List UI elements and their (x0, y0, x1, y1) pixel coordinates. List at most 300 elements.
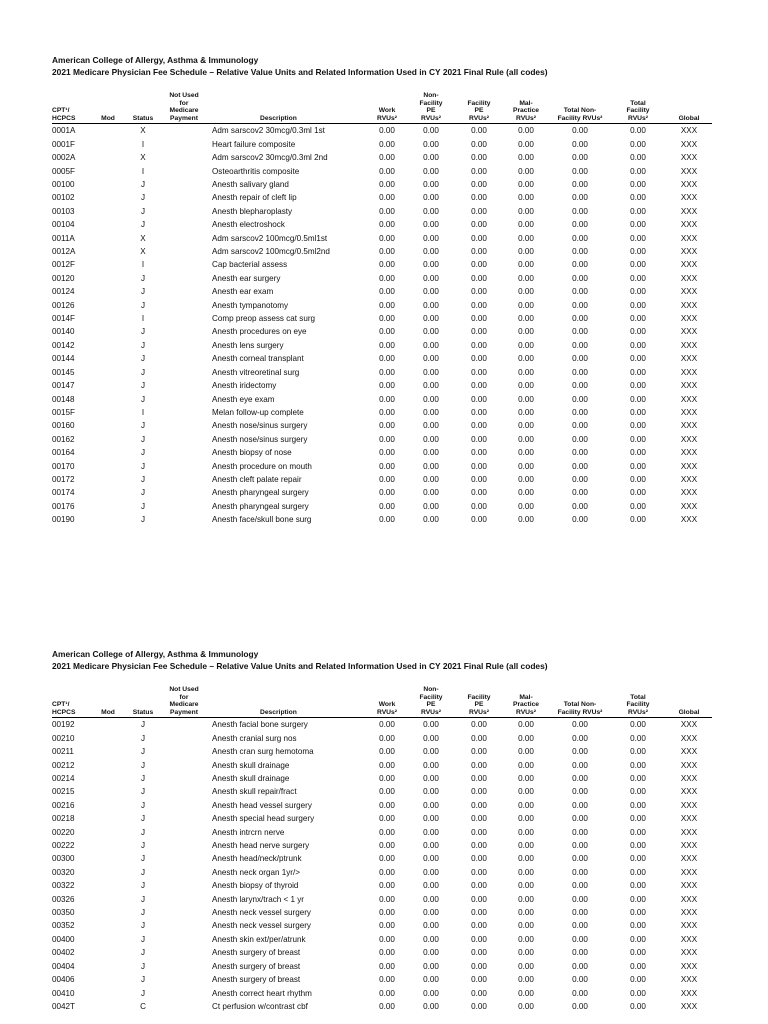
cell-glob: XXX (680, 448, 698, 458)
cell-fpe: 0.00 (471, 948, 487, 958)
table-row (52, 406, 712, 419)
col-header-mal (502, 686, 550, 718)
cell-mal: 0.00 (518, 273, 534, 283)
table-row (52, 785, 712, 798)
cell-cpt: 00102 (52, 193, 75, 203)
cell-work: 0.00 (379, 474, 395, 484)
cell-tnf: 0.00 (572, 287, 588, 297)
cell-glob: XXX (680, 841, 698, 851)
cell-fpe: 0.00 (471, 760, 487, 770)
cell-tf: 0.00 (630, 747, 646, 757)
table-row (52, 178, 712, 191)
cell-fpe: 0.00 (471, 988, 487, 998)
cell-glob: XXX (680, 881, 698, 891)
table-row (52, 906, 712, 919)
cell-status: X (140, 247, 146, 257)
table-row (52, 987, 712, 1000)
cell-mal: 0.00 (518, 354, 534, 364)
col-header-line: PE (474, 701, 484, 709)
cell-nfmp (160, 232, 208, 245)
cell-glob: XXX (680, 988, 698, 998)
cell-tnf: 0.00 (572, 733, 588, 743)
cell-tnf: 0.00 (572, 501, 588, 511)
col-header-line: Facility (467, 99, 491, 107)
cell-fpe: 0.00 (471, 774, 487, 783)
cell-work: 0.00 (379, 461, 395, 471)
cell-work: 0.00 (379, 193, 395, 203)
table-row (52, 433, 712, 446)
cell-desc: Anesth cleft palate repair (212, 474, 302, 484)
cell-status: J (140, 867, 146, 877)
cell-mal: 0.00 (518, 814, 534, 824)
cell-tf: 0.00 (630, 760, 646, 770)
cell-status: J (140, 747, 146, 757)
cell-mal: 0.00 (518, 434, 534, 444)
cell-glob: XXX (680, 501, 698, 511)
cell-tnf: 0.00 (572, 273, 588, 283)
cell-status: J (140, 961, 146, 971)
cell-glob: XXX (680, 733, 698, 743)
col-header-line: Facility RVUs² (557, 114, 603, 122)
cell-desc: Anesth correct heart rhythm (212, 988, 312, 998)
cell-cpt: 00322 (52, 881, 75, 891)
cell-mod (90, 919, 126, 932)
cell-tf: 0.00 (630, 841, 646, 851)
cell-mod (90, 245, 126, 258)
col-header-nfmp (160, 92, 208, 124)
cell-nfpe: 0.00 (423, 300, 439, 310)
cell-nfmp (160, 513, 208, 526)
cell-mal: 0.00 (518, 733, 534, 743)
cell-work: 0.00 (379, 747, 395, 757)
cell-mal: 0.00 (518, 841, 534, 851)
cell-nfmp (160, 745, 208, 758)
cell-nfmp (160, 352, 208, 365)
cell-nfmp (160, 946, 208, 959)
cell-nfpe: 0.00 (423, 367, 439, 377)
cell-status: J (140, 894, 146, 904)
col-header-cpt (52, 686, 90, 718)
cell-tf: 0.00 (630, 381, 646, 391)
cell-fpe: 0.00 (471, 501, 487, 511)
cell-glob: XXX (680, 720, 698, 730)
table-row (52, 745, 712, 758)
col-header-glob (666, 92, 712, 124)
cell-fpe: 0.00 (471, 407, 487, 417)
cell-work: 0.00 (379, 287, 395, 297)
cell-desc: Anesth nose/sinus surgery (212, 434, 308, 444)
cell-tnf: 0.00 (572, 206, 588, 216)
cell-mal: 0.00 (518, 961, 534, 971)
cell-nfpe: 0.00 (423, 515, 439, 525)
cell-desc: Anesth tympanotomy (212, 300, 289, 310)
col-header-line: for (179, 693, 189, 701)
cell-mal: 0.00 (518, 314, 534, 324)
cell-mod (90, 393, 126, 406)
cell-mod (90, 379, 126, 392)
cell-glob: XXX (680, 461, 698, 471)
cell-mal: 0.00 (518, 908, 534, 918)
cell-glob: XXX (680, 488, 698, 498)
table-row (52, 366, 712, 379)
cell-desc: Anesth procedures on eye (212, 327, 307, 337)
col-header-line: Description (260, 114, 297, 122)
cell-mal: 0.00 (518, 501, 534, 511)
cell-mal: 0.00 (518, 461, 534, 471)
cell-mod (90, 759, 126, 772)
cell-cpt: 0012F (52, 260, 75, 270)
cell-nfmp (160, 325, 208, 338)
cell-cpt: 00214 (52, 774, 75, 783)
cell-status: J (140, 881, 146, 891)
cell-tf: 0.00 (630, 206, 646, 216)
col-header-line: Status (132, 114, 154, 122)
cell-status: J (140, 827, 146, 837)
cell-glob: XXX (680, 747, 698, 757)
cell-glob: XXX (680, 233, 698, 243)
cell-nfmp (160, 124, 208, 138)
cell-status: J (140, 394, 146, 404)
cell-status: J (140, 854, 146, 864)
cell-tf: 0.00 (630, 220, 646, 230)
col-header-work (368, 686, 406, 718)
col-header-line: Global (678, 114, 700, 122)
cell-work: 0.00 (379, 867, 395, 877)
col-header-line: PE (474, 107, 484, 115)
cell-fpe: 0.00 (471, 841, 487, 851)
cell-desc: Anesth salivary gland (212, 180, 289, 189)
cell-glob: XXX (680, 381, 698, 391)
cell-nfmp (160, 785, 208, 798)
cell-work: 0.00 (379, 501, 395, 511)
cell-status: J (140, 381, 146, 391)
cell-tf: 0.00 (630, 881, 646, 891)
col-header-line: Total (630, 99, 646, 107)
cell-nfmp (160, 852, 208, 865)
col-header-nfmp (160, 686, 208, 718)
col-header-cpt (52, 92, 90, 124)
cell-nfmp (160, 973, 208, 986)
cell-tf: 0.00 (630, 421, 646, 431)
cell-mal: 0.00 (518, 180, 534, 189)
cell-desc: Comp preop assess cat surg (212, 314, 316, 324)
cell-nfmp (160, 893, 208, 906)
cell-work: 0.00 (379, 934, 395, 944)
cell-fpe: 0.00 (471, 381, 487, 391)
col-header-line: Practice (512, 701, 540, 709)
cell-mod (90, 325, 126, 338)
cell-status: J (140, 300, 146, 310)
cell-tf: 0.00 (630, 166, 646, 176)
cell-cpt: 00140 (52, 327, 75, 337)
cell-tnf: 0.00 (572, 827, 588, 837)
col-header-line: PE (426, 701, 436, 709)
cell-glob: XXX (680, 515, 698, 525)
cell-glob: XXX (680, 474, 698, 484)
cell-tnf: 0.00 (572, 908, 588, 918)
cell-tf: 0.00 (630, 180, 646, 189)
cell-fpe: 0.00 (471, 273, 487, 283)
cell-nfmp (160, 285, 208, 298)
cell-nfmp (160, 839, 208, 852)
cell-nfpe: 0.00 (423, 166, 439, 176)
cell-tf: 0.00 (630, 894, 646, 904)
cell-nfpe: 0.00 (423, 273, 439, 283)
cell-nfpe: 0.00 (423, 340, 439, 350)
cell-glob: XXX (680, 260, 698, 270)
cell-desc: Melan follow-up complete (212, 407, 304, 417)
cell-status: J (140, 720, 146, 730)
cell-cpt: 00145 (52, 367, 75, 377)
cell-nfpe: 0.00 (423, 488, 439, 498)
cell-mod (90, 513, 126, 526)
schedule-subtitle: 2021 Medicare Physician Fee Schedule – Relative Value Units and Related Information Used in CY 2021 Final Rule (all codes) (52, 67, 548, 77)
cell-nfmp (160, 772, 208, 785)
cell-nfpe: 0.00 (423, 814, 439, 824)
col-header-line: Total (630, 693, 646, 701)
cell-status: I (141, 260, 145, 270)
cell-mal: 0.00 (518, 760, 534, 770)
cell-fpe: 0.00 (471, 340, 487, 350)
cell-tf: 0.00 (630, 367, 646, 377)
cell-nfpe: 0.00 (423, 908, 439, 918)
cell-status: J (140, 273, 146, 283)
cell-tnf: 0.00 (572, 421, 588, 431)
cell-mal: 0.00 (518, 921, 534, 931)
cell-work: 0.00 (379, 407, 395, 417)
cell-desc: Anesth head vessel surgery (212, 800, 312, 810)
cell-status: J (140, 934, 146, 944)
cell-nfpe: 0.00 (423, 287, 439, 297)
cell-tf: 0.00 (630, 488, 646, 498)
cell-desc: Osteoarthritis composite (212, 166, 300, 176)
cell-status: X (140, 153, 146, 163)
cell-mod (90, 1000, 126, 1013)
cell-status: J (140, 340, 146, 350)
cell-cpt: 00148 (52, 394, 75, 404)
col-header-line: Mod (101, 114, 115, 122)
cell-status: I (141, 166, 145, 176)
col-header-line: RVUs² (469, 708, 489, 716)
table-row (52, 772, 712, 785)
cell-status: J (140, 988, 146, 998)
cell-fpe: 0.00 (471, 394, 487, 404)
cell-tnf: 0.00 (572, 193, 588, 203)
cell-tf: 0.00 (630, 139, 646, 149)
table-row (52, 973, 712, 986)
cell-tf: 0.00 (630, 787, 646, 797)
cell-status: J (140, 367, 146, 377)
col-header-line: Total Non- (563, 701, 597, 709)
cell-nfpe: 0.00 (423, 421, 439, 431)
col-header-line: Payment (170, 708, 198, 716)
cell-mod (90, 232, 126, 245)
cell-desc: Anesth blepharoplasty (212, 206, 293, 216)
table-row (52, 379, 712, 392)
cell-mal: 0.00 (518, 166, 534, 176)
cell-nfmp (160, 500, 208, 513)
cell-desc: Anesth special head surgery (212, 814, 315, 824)
cell-mal: 0.00 (518, 448, 534, 458)
cell-nfpe: 0.00 (423, 448, 439, 458)
fee-schedule-section-2 (52, 648, 712, 1013)
col-header-line: Mal- (519, 693, 533, 701)
cell-tnf: 0.00 (572, 760, 588, 770)
cell-glob: XXX (680, 814, 698, 824)
cell-mod (90, 486, 126, 499)
cell-cpt: 00212 (52, 760, 75, 770)
cell-nfpe: 0.00 (423, 180, 439, 189)
cell-status: J (140, 193, 146, 203)
cell-nfmp (160, 933, 208, 946)
table-row (52, 446, 712, 459)
cell-tnf: 0.00 (572, 354, 588, 364)
cell-work: 0.00 (379, 760, 395, 770)
cell-tf: 0.00 (630, 327, 646, 337)
cell-fpe: 0.00 (471, 461, 487, 471)
cell-work: 0.00 (379, 206, 395, 216)
cell-fpe: 0.00 (471, 867, 487, 877)
cell-desc: Anesth lens surgery (212, 340, 284, 350)
cell-mod (90, 879, 126, 892)
cell-mod (90, 933, 126, 946)
table-row (52, 1000, 712, 1013)
cell-work: 0.00 (379, 720, 395, 730)
cell-desc: Anesth head/neck/ptrunk (212, 854, 302, 864)
cell-desc: Anesth vitreoretinal surg (212, 367, 300, 377)
cell-glob: XXX (680, 434, 698, 444)
cell-cpt: 00174 (52, 488, 75, 498)
table-row (52, 946, 712, 959)
cell-nfmp (160, 433, 208, 446)
cell-status: J (140, 488, 146, 498)
cell-status: J (140, 841, 146, 851)
col-header-work (368, 92, 406, 124)
cell-desc: Anesth neck vessel surgery (212, 921, 311, 931)
cell-glob: XXX (680, 934, 698, 944)
cell-desc: Anesth surgery of breast (212, 961, 301, 971)
cell-fpe: 0.00 (471, 434, 487, 444)
cell-glob: XXX (680, 827, 698, 837)
cell-tnf: 0.00 (572, 774, 588, 783)
cell-work: 0.00 (379, 921, 395, 931)
cell-tf: 0.00 (630, 407, 646, 417)
cell-work: 0.00 (379, 220, 395, 230)
cell-status: J (140, 921, 146, 931)
cell-mal: 0.00 (518, 747, 534, 757)
cell-work: 0.00 (379, 515, 395, 525)
cell-tf: 0.00 (630, 474, 646, 484)
cell-desc: Heart failure composite (212, 139, 296, 149)
cell-mod (90, 419, 126, 432)
cell-cpt: 00172 (52, 474, 75, 484)
cell-tnf: 0.00 (572, 975, 588, 985)
table-row (52, 866, 712, 879)
cell-mal: 0.00 (518, 139, 534, 149)
cell-mod (90, 218, 126, 231)
cell-status: J (140, 180, 146, 189)
cell-mal: 0.00 (518, 260, 534, 270)
cell-nfpe: 0.00 (423, 800, 439, 810)
cell-work: 0.00 (379, 139, 395, 149)
cell-tf: 0.00 (630, 975, 646, 985)
cell-mal: 0.00 (518, 153, 534, 163)
table-row (52, 339, 712, 352)
cell-fpe: 0.00 (471, 193, 487, 203)
cell-nfmp (160, 245, 208, 258)
cell-fpe: 0.00 (471, 827, 487, 837)
cell-nfmp (160, 191, 208, 204)
cell-desc: Anesth biopsy of thyroid (212, 881, 299, 891)
cell-nfpe: 0.00 (423, 327, 439, 337)
cell-glob: XXX (680, 300, 698, 310)
cell-nfmp (160, 812, 208, 825)
cell-cpt: 00162 (52, 434, 75, 444)
cell-tnf: 0.00 (572, 1001, 588, 1011)
cell-cpt: 00144 (52, 354, 75, 364)
cell-nfpe: 0.00 (423, 787, 439, 797)
cell-nfmp (160, 339, 208, 352)
table-row (52, 852, 712, 865)
cell-work: 0.00 (379, 733, 395, 743)
cell-fpe: 0.00 (471, 314, 487, 324)
cell-tnf: 0.00 (572, 233, 588, 243)
col-header-desc (208, 92, 368, 124)
cell-tf: 0.00 (630, 193, 646, 203)
cell-mod (90, 151, 126, 164)
cell-work: 0.00 (379, 166, 395, 176)
cell-status: I (141, 139, 145, 149)
organization-title: American College of Allergy, Asthma & Immunology (52, 55, 259, 65)
cell-work: 0.00 (379, 894, 395, 904)
cell-mal: 0.00 (518, 394, 534, 404)
cell-work: 0.00 (379, 814, 395, 824)
col-header-nfpe (406, 686, 456, 718)
cell-work: 0.00 (379, 367, 395, 377)
cell-work: 0.00 (379, 354, 395, 364)
cell-tf: 0.00 (630, 340, 646, 350)
cell-tf: 0.00 (630, 354, 646, 364)
col-header-line: Status (132, 708, 154, 716)
table-row (52, 473, 712, 486)
cell-work: 0.00 (379, 434, 395, 444)
cell-tnf: 0.00 (572, 314, 588, 324)
cell-nfmp (160, 406, 208, 419)
cell-status: X (140, 233, 146, 243)
cell-desc: Anesth nose/sinus surgery (212, 421, 308, 431)
cell-status: J (140, 800, 146, 810)
cell-work: 0.00 (379, 340, 395, 350)
table-row (52, 285, 712, 298)
cell-mod (90, 946, 126, 959)
cell-status: X (140, 126, 146, 136)
cell-fpe: 0.00 (471, 787, 487, 797)
cell-tf: 0.00 (630, 247, 646, 257)
cell-status: J (140, 434, 146, 444)
cell-desc: Anesth cran surg hemotoma (212, 747, 314, 757)
rvu-table (52, 92, 712, 527)
cell-nfpe: 0.00 (423, 975, 439, 985)
cell-mod (90, 973, 126, 986)
cell-fpe: 0.00 (471, 894, 487, 904)
table-row (52, 272, 712, 285)
cell-tf: 0.00 (630, 501, 646, 511)
table-row (52, 393, 712, 406)
table-row (52, 919, 712, 932)
cell-mal: 0.00 (518, 881, 534, 891)
cell-glob: XXX (680, 1001, 698, 1011)
cell-cpt: 00222 (52, 841, 75, 851)
